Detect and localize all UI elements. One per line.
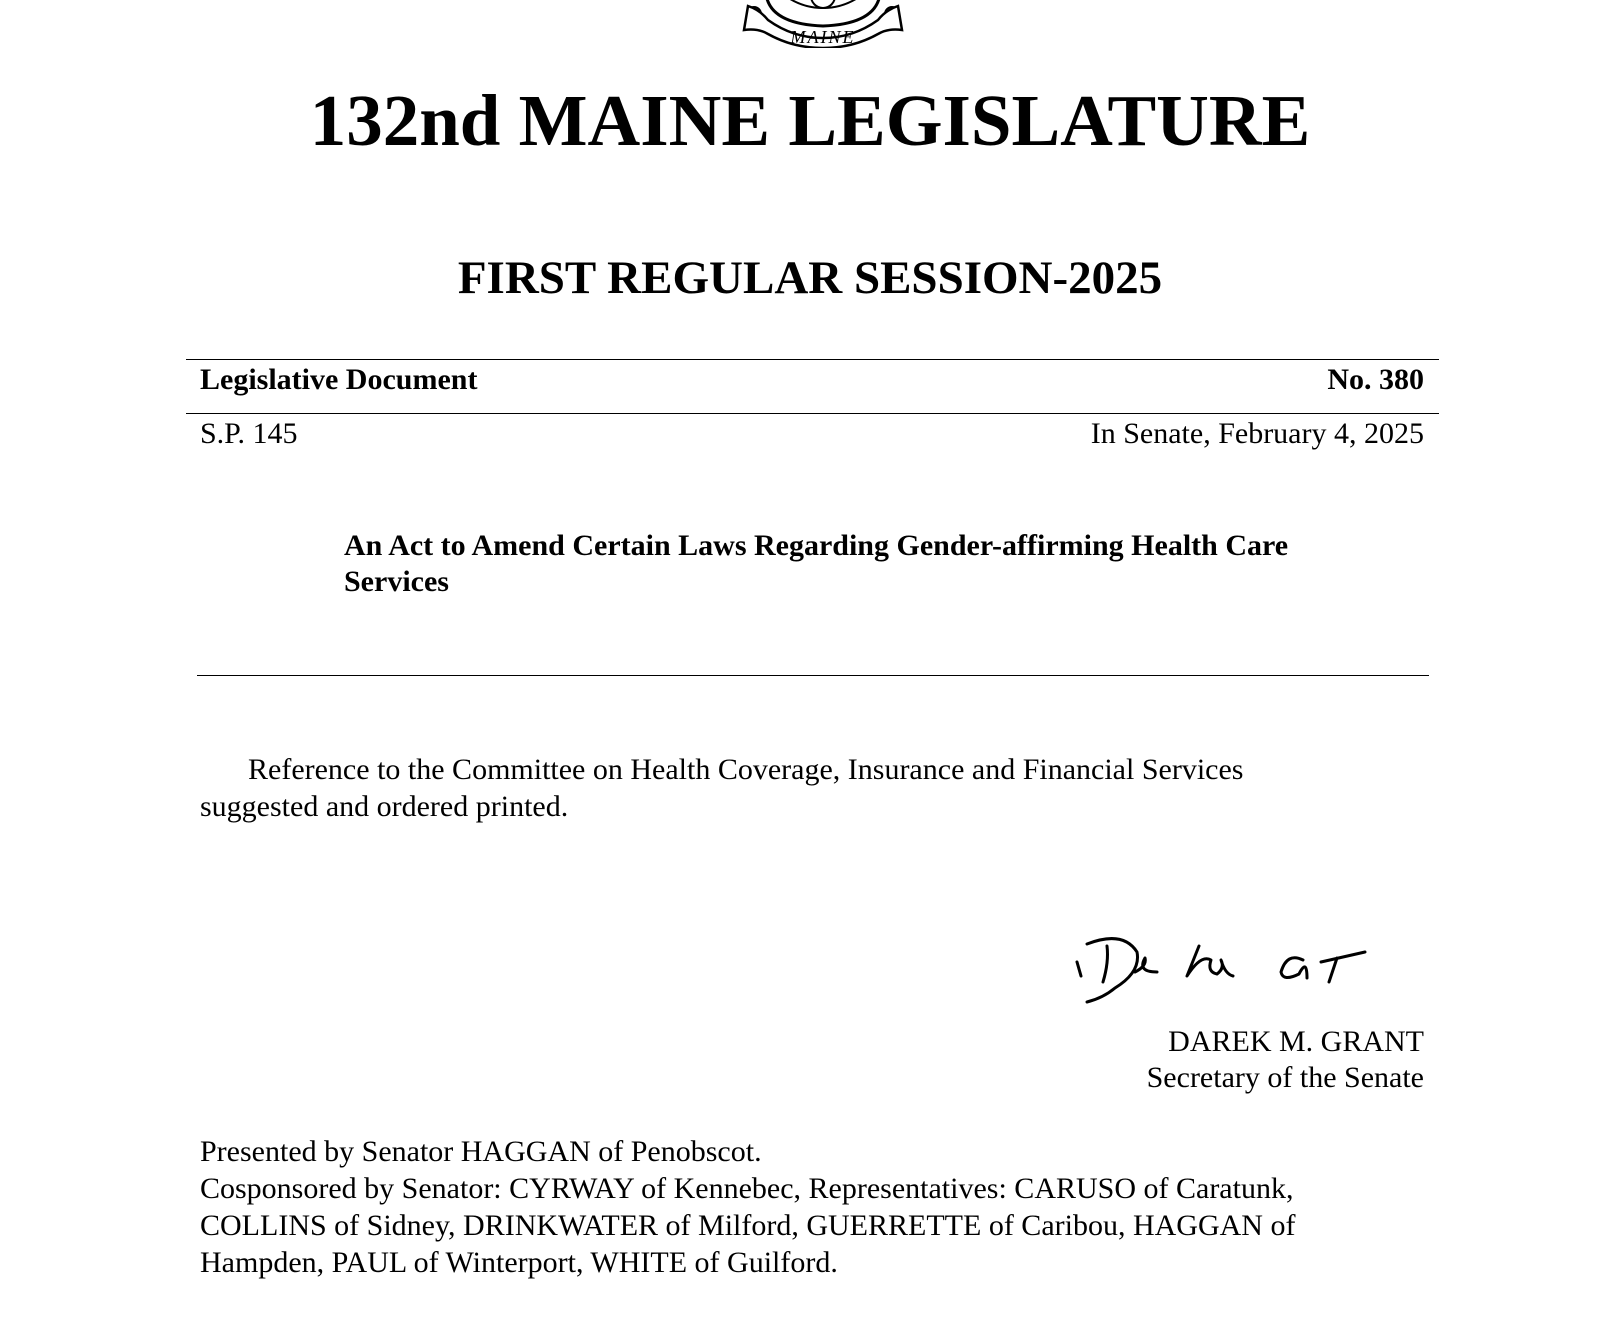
signature-image xyxy=(1075,932,1425,1022)
cosponsored-by: Cosponsored by Senator: CYRWAY of Kennebec, Representatives: CARUSO of Caratunk, COLLINS of Sidney, DRINKWATER of Milford, GUERRETTE of Caribou, HAGGAN of Hampden, PAUL of Winterport, WHITE of Guilford. xyxy=(200,1172,1296,1279)
committee-reference: Reference to the Committee on Health Coverage, Insurance and Financial Services suggested and ordered printed. xyxy=(200,753,1244,823)
act-title: An Act to Amend Certain Laws Regarding Gender-affirming Health Care Services xyxy=(344,529,1289,598)
maine-seal-icon xyxy=(738,0,908,48)
secretary-title: Secretary of the Senate xyxy=(1146,1061,1424,1094)
session-title: FIRST REGULAR SESSION-2025 xyxy=(457,252,1163,304)
legislature-title: 132nd MAINE LEGISLATURE xyxy=(309,80,1311,161)
senate-date: In Senate, February 4, 2025 xyxy=(1090,417,1424,450)
presented-by: Presented by Senator HAGGAN of Penobscot. xyxy=(200,1135,762,1168)
senate-paper-number: S.P. 145 xyxy=(200,417,298,450)
secretary-name: DAREK M. GRANT xyxy=(1168,1025,1424,1058)
legislative-document-label: Legislative Document xyxy=(200,363,478,396)
legislative-document-number: No. 380 xyxy=(1327,363,1424,396)
divider-bottom xyxy=(197,675,1429,676)
divider-top xyxy=(186,359,1439,360)
seal-text: MAINE xyxy=(790,27,856,47)
divider-middle xyxy=(186,413,1439,414)
